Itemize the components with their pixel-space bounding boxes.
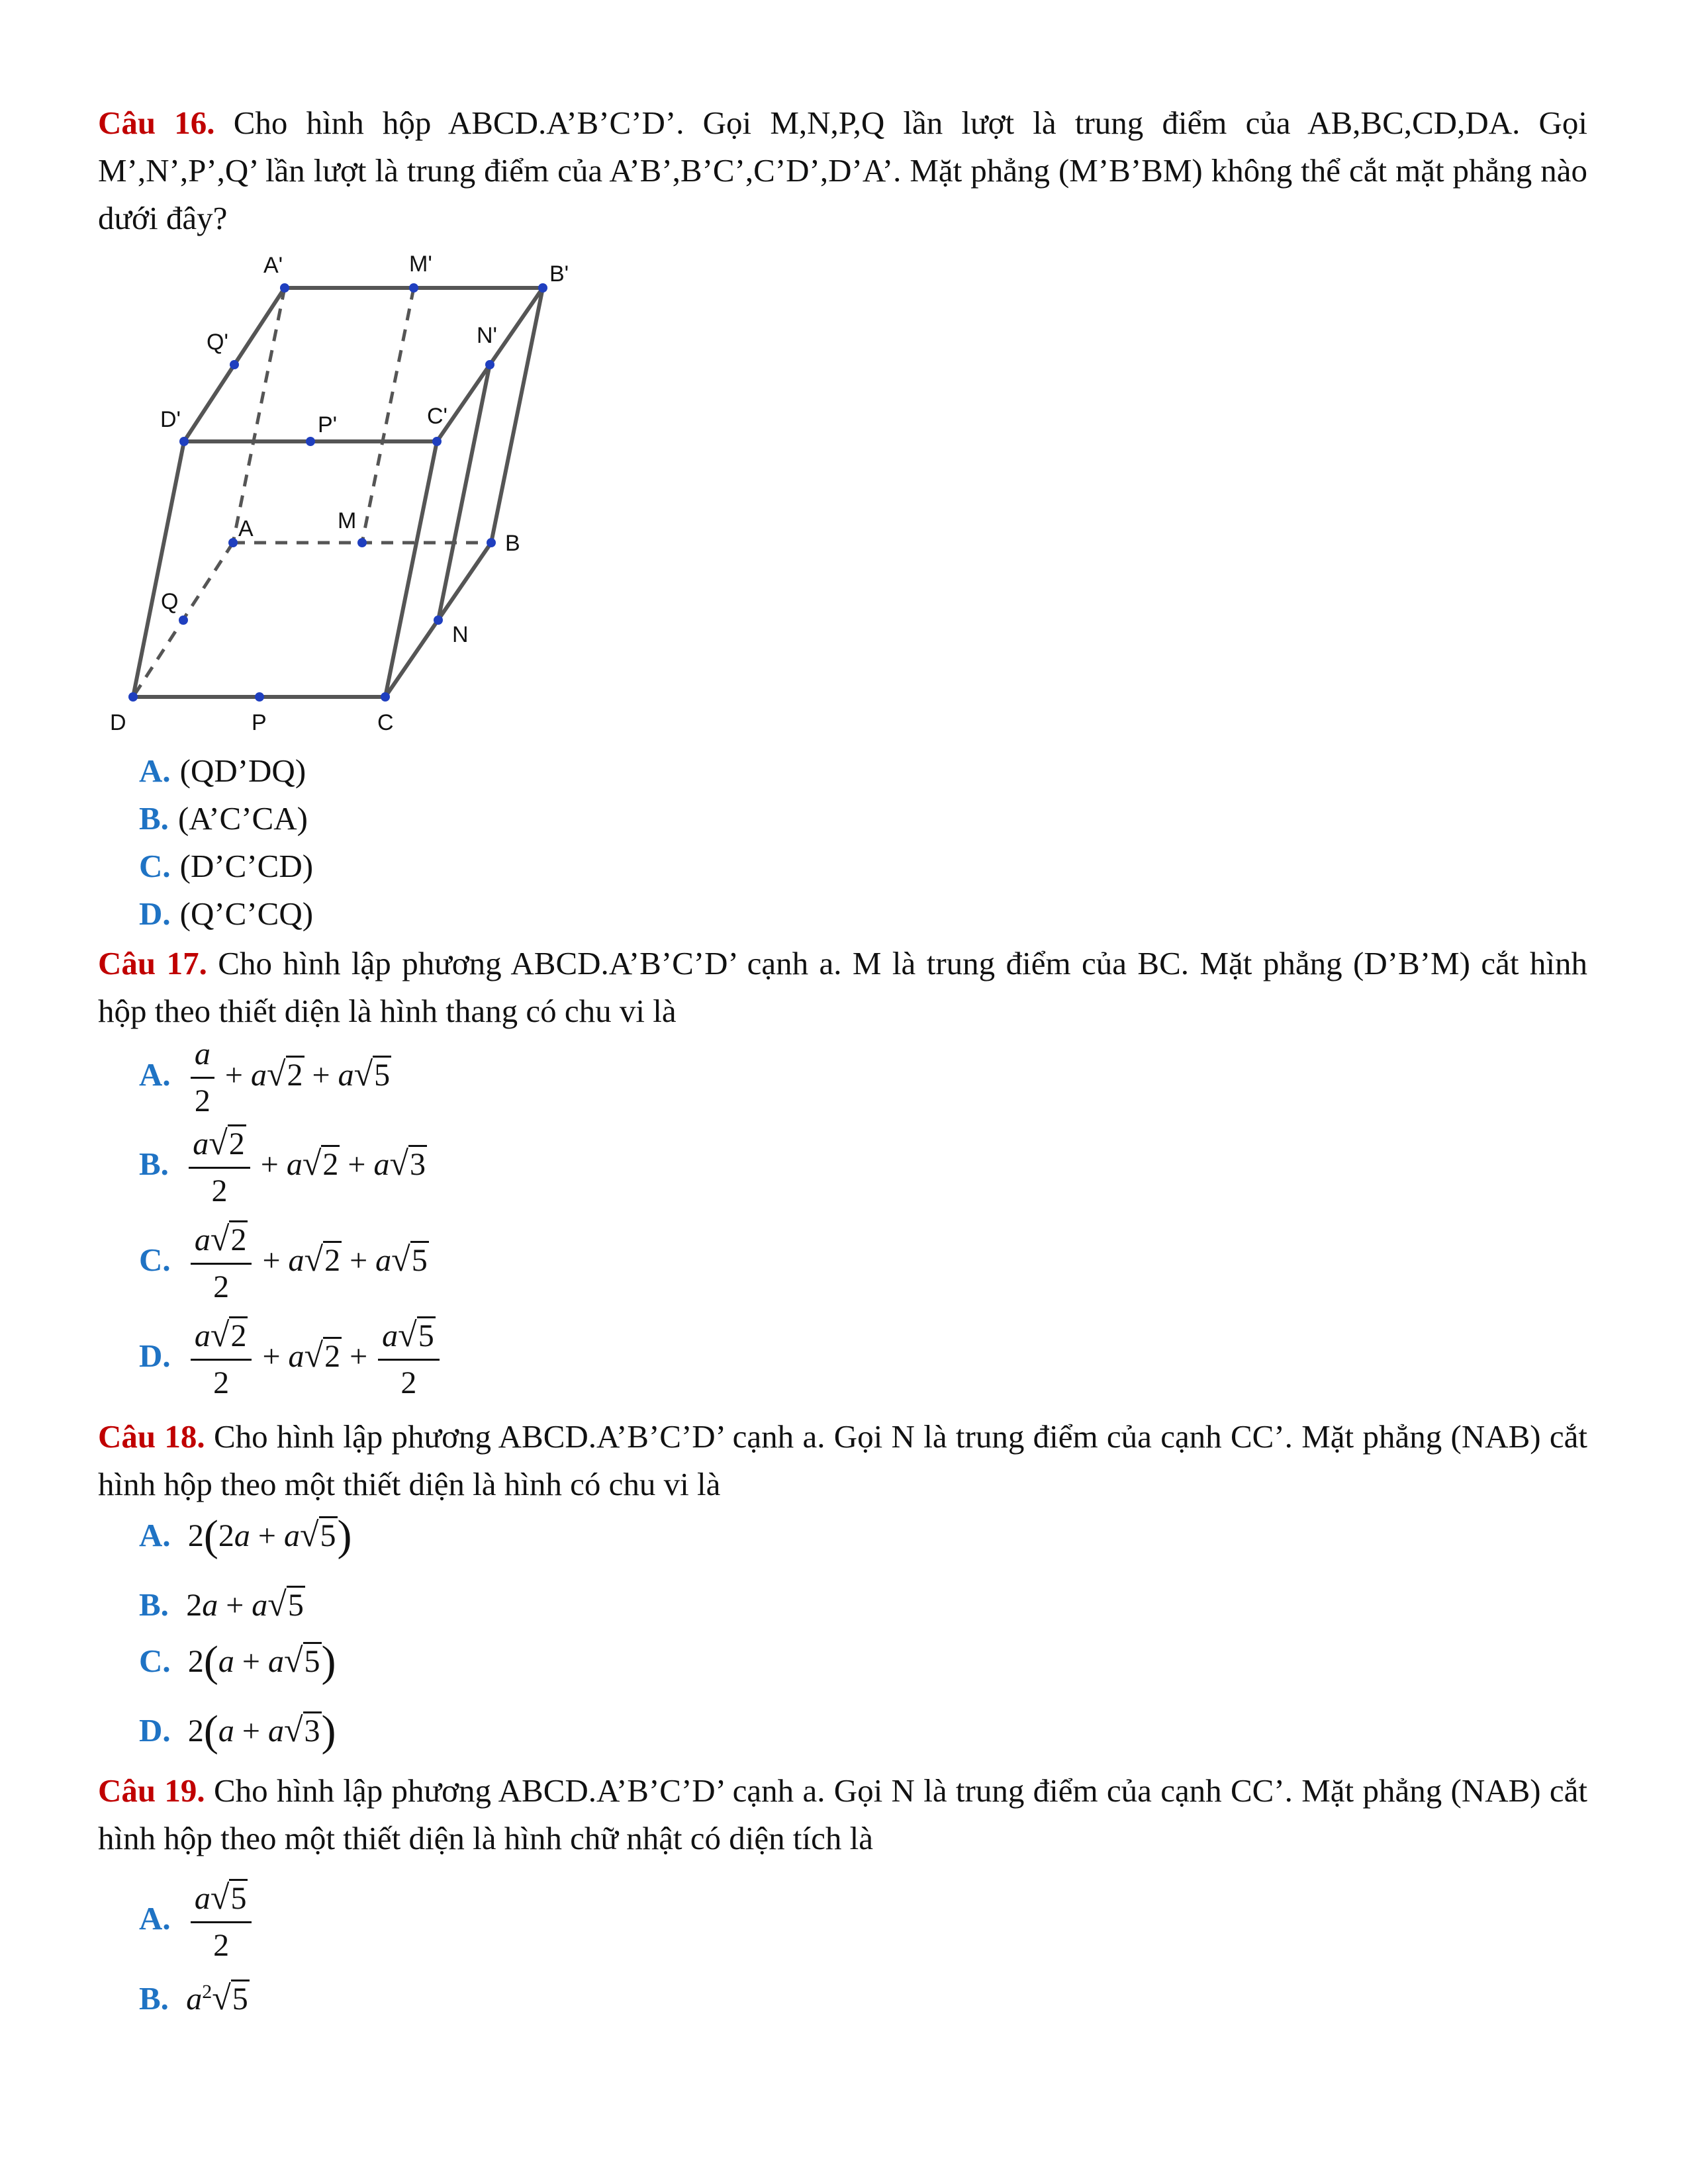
q16-option-b-label: B. xyxy=(139,800,169,837)
point-d xyxy=(128,692,138,702)
q18-option-d-label: D. xyxy=(139,1712,171,1749)
question-19-number: Câu 19. xyxy=(98,1772,205,1809)
q17-option-c-math: $\frac{a√2}{2}$ + a√2 + a√5 xyxy=(188,1243,429,1278)
label-a1: A' xyxy=(263,253,283,278)
q16-option-b[interactable] xyxy=(139,799,308,839)
q16-option-d-label: D. xyxy=(139,895,171,932)
question-19-text: Cho hình lập phương ABCD.A’B’C’D’ cạnh a. Gọi N là trung điểm của cạnh CC’. Mặt phẳng (NAB) cắt hình hộp theo một thiết diện là hình chữ nhật có diện tích là xyxy=(98,1772,1587,1856)
question-18-number: Câu 18. xyxy=(98,1418,205,1455)
point-m xyxy=(357,538,367,547)
question-19 xyxy=(98,1767,1587,1862)
point-a xyxy=(228,538,238,547)
label-c1: C' xyxy=(427,404,448,429)
label-b1: B' xyxy=(549,261,569,287)
label-a: A xyxy=(238,516,254,541)
q18-option-c-math: 2(a + a√5) xyxy=(187,1637,336,1686)
q18-option-b-label: B. xyxy=(139,1586,169,1623)
label-m: M xyxy=(338,508,357,533)
q17-option-c[interactable] xyxy=(139,1221,429,1306)
q16-option-a-label: A. xyxy=(139,752,171,789)
label-q1: Q' xyxy=(207,330,228,355)
point-m1 xyxy=(409,283,418,293)
point-q xyxy=(179,615,188,625)
q16-option-b-text: (A’C’CA) xyxy=(177,800,308,837)
point-a1 xyxy=(280,283,289,293)
point-q1 xyxy=(230,360,239,369)
q16-option-a[interactable] xyxy=(139,751,306,791)
label-n: N xyxy=(452,622,469,647)
q16-option-d[interactable] xyxy=(139,894,313,934)
label-n1: N' xyxy=(477,323,498,348)
label-b: B xyxy=(505,531,520,556)
label-p: P xyxy=(252,710,267,735)
label-d: D xyxy=(110,710,126,735)
question-17-number: Câu 17. xyxy=(98,945,207,981)
q17-option-b-label: B. xyxy=(139,1146,169,1183)
q19-option-b-math: $a^2√5$ xyxy=(186,1979,248,2017)
q17-option-b[interactable] xyxy=(139,1125,427,1210)
q17-option-a[interactable] xyxy=(139,1036,391,1120)
point-b xyxy=(487,538,496,547)
q19-option-a[interactable] xyxy=(139,1880,254,1964)
edge-m1m-hidden xyxy=(362,288,414,543)
q17-option-d-label: D. xyxy=(139,1338,171,1375)
parallelepiped-figure xyxy=(99,245,629,748)
q19-option-a-label: A. xyxy=(139,1900,171,1937)
q16-option-c-text: (D’C’CD) xyxy=(179,848,314,884)
point-d1 xyxy=(179,437,189,446)
q18-option-b[interactable] xyxy=(139,1585,305,1625)
q19-option-b[interactable] xyxy=(139,1972,250,2019)
label-p1: P' xyxy=(318,412,338,437)
q18-option-d-math: 2(a + a√3) xyxy=(187,1707,336,1755)
point-b1 xyxy=(538,283,547,293)
q18-option-c-label: C. xyxy=(139,1643,171,1679)
question-17 xyxy=(98,940,1587,1035)
question-17-text: Cho hình lập phương ABCD.A’B’C’D’ cạnh a. M là trung điểm của BC. Mặt phẳng (D’B’M) cắt hình hộp theo thiết diện là hình thang có chu vi là xyxy=(98,945,1588,1029)
point-n xyxy=(434,615,443,625)
q18-option-b-math: 2a + a√5 xyxy=(186,1586,304,1623)
q17-option-d[interactable] xyxy=(139,1317,442,1402)
q17-option-b-math: $\frac{a√2}{2}$ + a√2 + a√3 xyxy=(186,1147,427,1182)
question-18-text: Cho hình lập phương ABCD.A’B’C’D’ cạnh a. Gọi N là trung điểm của cạnh CC’. Mặt phẳng (NAB) cắt hình hộp theo một thiết diện là hình có chu vi là xyxy=(98,1418,1587,1502)
point-p1 xyxy=(306,437,315,446)
question-16-number: Câu 16. xyxy=(98,105,215,141)
q17-option-c-label: C. xyxy=(139,1242,171,1279)
q16-option-c-label: C. xyxy=(139,848,171,884)
question-16-text: Cho hình hộp ABCD.A’B’C’D’. Gọi M,N,P,Q lần lượt là trung điểm của AB,BC,CD,DA. Gọi M’,N’,P’,Q’ lần lượt là trung điểm của A’B’,B’C’,C’D’,D’A’. Mặt phẳng (M’B’BM) không thể cắt mặt phẳng nào dưới đây? xyxy=(98,105,1588,236)
label-c: C xyxy=(377,710,394,735)
point-c1 xyxy=(432,437,442,446)
question-16 xyxy=(98,99,1587,242)
label-q: Q xyxy=(161,589,179,614)
q19-option-a-math: $\frac{a√5}{2}$ xyxy=(188,1901,255,1936)
label-d1: D' xyxy=(160,407,181,432)
q16-option-a-text: (QD’DQ) xyxy=(179,752,306,789)
label-m1: M' xyxy=(409,251,432,277)
q16-option-d-text: (Q’C’CQ) xyxy=(179,895,314,932)
q17-option-a-math: $\frac{a}{2}$ + a√2 + a√5 xyxy=(188,1058,391,1093)
q17-option-a-label: A. xyxy=(139,1056,171,1093)
point-p xyxy=(255,692,264,702)
q16-option-c[interactable] xyxy=(139,846,313,886)
q18-option-d[interactable] xyxy=(139,1707,336,1755)
point-n1 xyxy=(485,360,494,369)
point-c xyxy=(381,692,390,702)
q18-option-a-label: A. xyxy=(139,1517,171,1553)
q17-option-d-math: $\frac{a√2}{2}$ + a√2 + $\frac{a√5}{2}$ xyxy=(188,1339,442,1374)
q19-option-b-label: B. xyxy=(139,1980,169,2017)
q18-option-c[interactable] xyxy=(139,1637,336,1686)
q18-option-a[interactable] xyxy=(139,1512,352,1560)
q18-option-a-math: 2(2a + a√5) xyxy=(187,1512,352,1560)
question-18 xyxy=(98,1413,1587,1508)
